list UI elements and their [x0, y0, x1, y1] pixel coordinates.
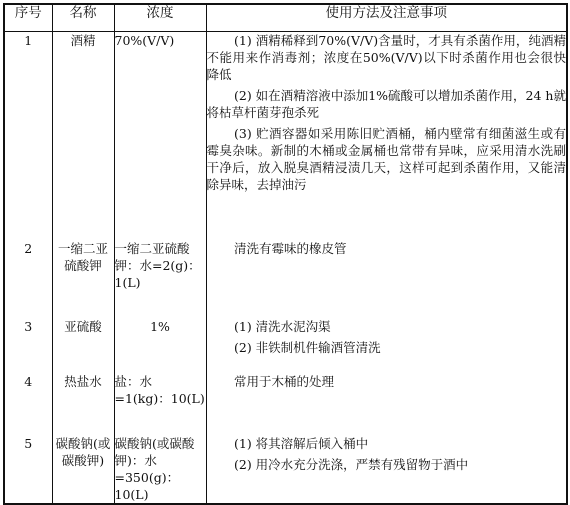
usage-item: (2) 如在酒精溶液中添加1%硫酸可以增加杀菌作用，24 h就将枯草杆菌芽孢杀死 [206, 88, 566, 120]
table-row [4, 373, 567, 435]
header-concentration: 浓度 [114, 4, 206, 32]
usage-item: (1) 酒精稀释到70%(V/V)含量时，才具有杀菌作用，纯酒精不能用来作消毒剂；浓度在50%(V/V)以下时杀菌作用也会很快降低 [206, 33, 566, 82]
row-number: 1 [4, 32, 52, 240]
usage-item: (1) 将其溶解后倾入桶中 [234, 435, 369, 451]
agent-name: 热盐水 [52, 373, 114, 435]
usage-notes [206, 435, 567, 504]
usage-item: (2) 非铁制机件输酒管清洗 [234, 339, 381, 355]
agent-name: 酒精 [52, 32, 114, 240]
agent-name: 一缩二亚硫酸钾 [52, 240, 114, 318]
row-number: 2 [4, 240, 52, 318]
row-number: 4 [4, 373, 52, 435]
usage-notes [206, 373, 567, 435]
concentration: 碳酸钠(或碳酸钾)：水=350(g)：10(L) [114, 435, 206, 504]
usage-item: 常用于木桶的处理 [234, 373, 335, 389]
usage-item: (1) 清洗水泥沟渠 [234, 318, 331, 334]
agent-name: 碳酸钠(或碳酸钾) [52, 435, 114, 504]
usage-notes [206, 32, 567, 240]
concentration: 盐：水=1(kg)：10(L) [114, 373, 206, 435]
header-usage: 使用方法及注意事项 [206, 4, 567, 32]
usage-item: (3) 贮酒容器如采用陈旧贮酒桶，桶内壁常有细菌滋生或有霉臭杂味。新制的木桶或金属桶也常带有异味，应采用清水洗刷干净后，放入脱臭酒精浸渍几天，这样可起到杀菌作用，又能清除异味，去掉油污 [206, 126, 566, 192]
usage-notes [206, 318, 567, 373]
usage-item: (2) 用冷水充分洗涤，严禁有残留物于酒中 [234, 456, 469, 472]
table-row [4, 32, 567, 240]
header-name: 名称 [52, 4, 114, 32]
concentration: 一缩二亚硫酸钾：水=2(g)：1(L) [114, 240, 206, 318]
concentration: 1% [114, 318, 206, 373]
table-row [4, 240, 567, 318]
row-number: 3 [4, 318, 52, 373]
agent-name: 亚硫酸 [52, 318, 114, 373]
table-row [4, 435, 567, 504]
usage-notes [206, 240, 567, 318]
table-row [4, 318, 567, 373]
usage-item: 清洗有霉味的橡皮管 [234, 240, 347, 256]
row-number: 5 [4, 435, 52, 504]
concentration: 70%(V/V) [114, 32, 206, 240]
header-no: 序号 [4, 4, 52, 32]
header-row [4, 4, 567, 32]
disinfectant-table [3, 3, 568, 505]
